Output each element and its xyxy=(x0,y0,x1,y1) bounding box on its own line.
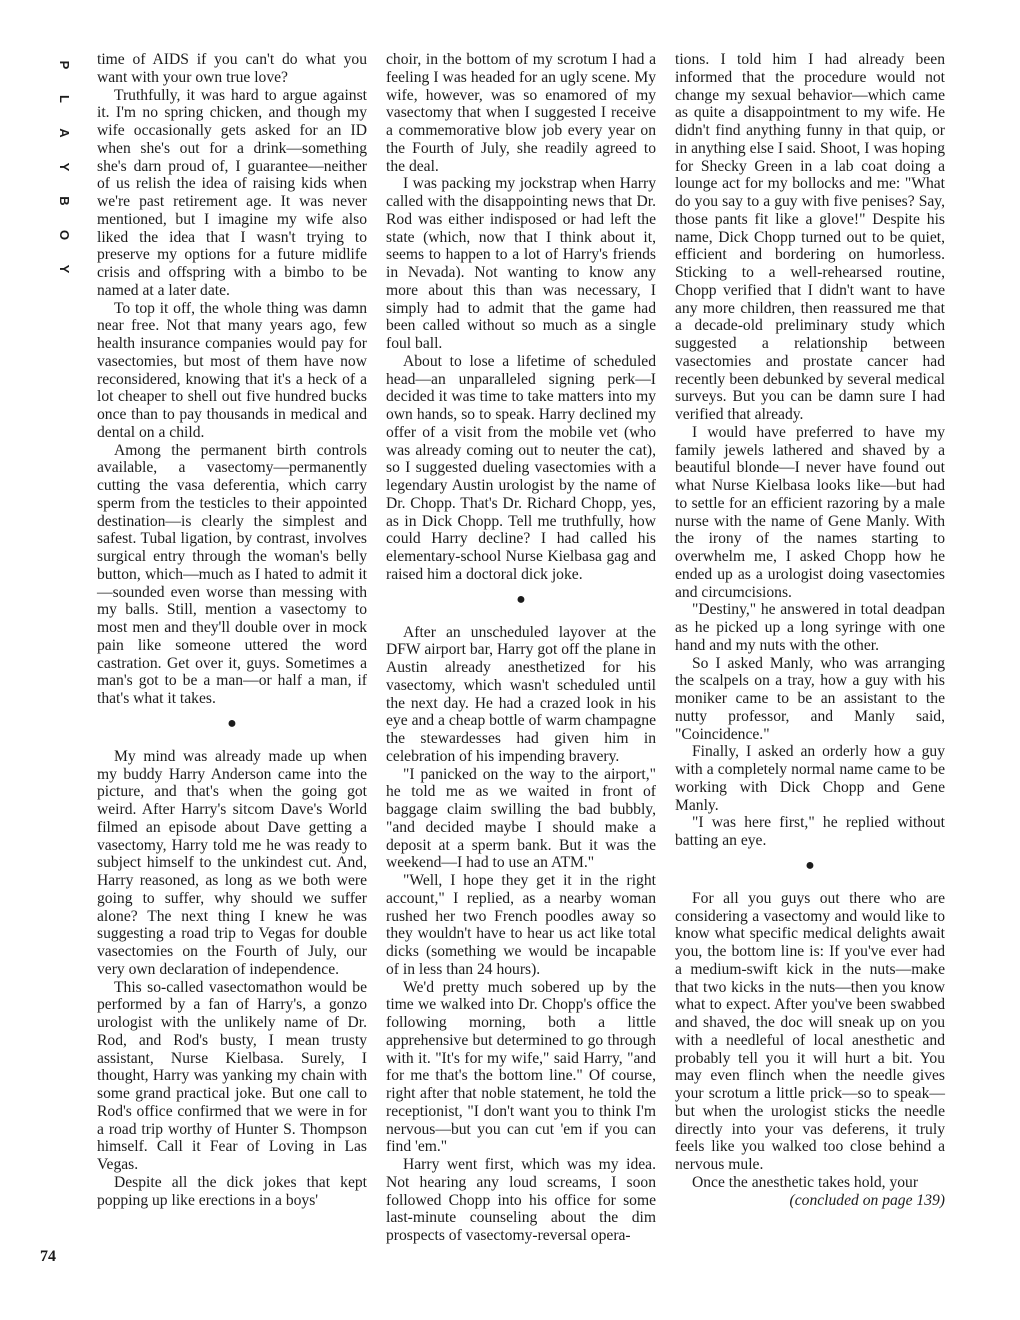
article-column-3 xyxy=(675,51,945,1209)
paragraph: I was packing my jockstrap when Harry called with the disappointing news that Dr. Rod was either indisposed or had left the state (which, now that I think about it, seems to happen to a lot of Harry's friends in Nevada). Not wanting to know any more about this than was necessary, I simply had to admit that the game had been called without so much as a single foul ball. xyxy=(386,175,656,352)
masthead-letter: A xyxy=(57,128,72,138)
masthead-letter: Y xyxy=(57,162,72,172)
paragraph: "Destiny," he answered in total deadpan as he picked up a long syringe with one hand and my nuts with the other. xyxy=(675,601,945,654)
paragraph: About to lose a lifetime of scheduled head—an unparalleled signing perk—I decided it was time to take matters into my own hands, so to speak. Harry declined my offer of a visit from the mobile vet (who was already coming out to neuter the cat), so I suggested dueling vasectomies with a legendary Austin urologist by the name of Dr. Chopp. That's Dr. Richard Chopp, yes, as in Dick Chopp. Tell me truthfully, how could Harry decline? I had called his elementary-school Nurse Kielbasa gag and raised him a doctoral dick joke. xyxy=(386,352,656,583)
section-bullet: ● xyxy=(516,590,526,608)
paragraph: My mind was already made up when my buddy Harry Anderson came into the picture, and that's when the going got weird. After Harry's sitcom Dave's World filmed an episode about Dave getting a vasectomy, Harry told me he was ready to subject himself to the unkindest cut. And, Harry reasoned, as long as we both were going to suffer, why should we suffer alone? The next thing I knew he was suggesting a road trip to Vegas for double vasectomies on the Fourth of July, our very own declaration of independence. xyxy=(97,747,367,978)
paragraph: I would have preferred to have my family jewels lathered and shaved by a beautiful blonde—I never have found out what Nurse Kielbasa looks like—but had to settle for an efficient razoring by a male nurse with the name of Gene Manly. With the irony of the names starting to overwhelm me, I asked Chopp how he ended up as a urologist doing vasectomies and circumcisions. xyxy=(675,423,945,601)
paragraph: So I asked Manly, who was arranging the scalpels on a tray, how a guy with his moniker came to be an assistant to the nutty professor, and Manly said, "Coincidence." xyxy=(675,654,945,743)
paragraph: choir, in the bottom of my scrotum I had a feeling I was headed for an ugly scene. My wife, however, was so enamored of my vasectomy that when I suggested I receive a commemorative blow job every year on the Fourth of July, she readily agreed to the deal. xyxy=(386,51,656,175)
paragraph: For all you guys out there who are considering a vasectomy and would like to know what specific medical delights await you, the bottom line is: If you've ever had a medium-swift kick in the nuts—make that two kicks in the nuts—then you know what to expect. After you've been swabbed and shaved, the doc will sneak up on you with a needleful of local anesthetic and probably tell you it will hurt a bit. You may even flinch when the needle gives your scrotum a little prick—so to speak—but when the urologist sticks the needle directly into your vas deferens, it truly feels like you walked too close behind a nervous mule. xyxy=(675,889,945,1173)
masthead-letter: B xyxy=(57,196,72,206)
article-column-2 xyxy=(386,51,656,1245)
paragraph: "I panicked on the way to the airport," he told me as we waited in front of baggage claim swilling the bad bubbly, "and decided maybe I should make a deposit at a sperm bank. But it was the weekend—I had to use an ATM." xyxy=(386,765,656,872)
paragraph: "Well, I hope they get it in the right account," I replied, as a nearby woman rushed her two French poodles away so they wouldn't have to hear us act like total dicks (something we would be incapable of in less than 24 hours). xyxy=(386,872,656,978)
article-column-1 xyxy=(97,51,367,1209)
paragraph: "I was here first," he replied without batting an eye. xyxy=(675,814,945,849)
masthead-letter: O xyxy=(57,229,72,241)
paragraph: Finally, I asked an orderly how a guy with a completely normal name came to be working with Dick Chopp and Gene Manly. xyxy=(675,743,945,814)
paragraph: Truthfully, it was hard to argue against it. I'm no spring chicken, and though my wife occasionally gets asked for an ID when she's out for a drink—something she's darn proud of, I guarantee—neither of us relish the idea of raising kids when we're past retirement age. It was never mentioned, but I imagine my wife also liked the idea that I wasn't trying to preserve my options for a future midlife crisis and offspring with a bimbo to be named at a later date. xyxy=(97,86,367,299)
paragraph: tions. I told him I had already been informed that the procedure would not change my sexual behavior—which came as quite a disappointment to my wife. He didn't find anything funny in that quip, or in anything else I said. Shoot, I was hoping for Shecky Green in a lab coat doing a lounge act for my bollocks and me: "What do you say to a guy with five penises? Say, those pants fit like a glove!" Despite his name, Dick Chopp turned out to be quiet, efficient and bordering on humorless. Sticking to a well-rehearsed routine, Chopp verified that I didn't want to have any more children, then reassured me that a decade-old preliminary study which suggested a relationship between vasectomies and prostate cancer had recently been debunked by several medical surveys. But you can be damn sure I had verified that already. xyxy=(675,51,945,423)
paragraph: Once the anesthetic takes hold, your xyxy=(692,1173,919,1191)
masthead-letter: L xyxy=(57,95,72,103)
paragraph: time of AIDS if you can't do what you want with your own true love? xyxy=(97,51,367,86)
continuation-note: (concluded on page 139) xyxy=(789,1191,945,1209)
masthead-letter: P xyxy=(57,60,72,70)
section-bullet: ● xyxy=(227,714,237,732)
paragraph: After an unscheduled layover at the DFW airport bar, Harry got off the plane in Austin already anesthetized for his vasectomy, which wasn't scheduled until the next day. He had a crazed look in his eye and a cheap bottle of warm champagne the stewardesses had given him in celebration of his impending bravery. xyxy=(386,623,656,765)
masthead-vertical xyxy=(57,48,71,286)
paragraph: To top it off, the whole thing was damn near free. Not that many years ago, few health insurance companies would pay for vasectomies, but most of them have now reconsidered, knowing that it's a heck of a lot cheaper to shell out five hundred bucks once than to pay thousands in medical and dental on a child. xyxy=(97,299,367,441)
paragraph: Despite all the dick jokes that kept popping up like erections in a boys' xyxy=(97,1173,367,1209)
page-number: 74 xyxy=(40,1248,56,1265)
paragraph: Harry went first, which was my idea. Not hearing any loud screams, I soon followed Chopp into his office for some last-minute counseling about the dim prospects of vasectomy-reversal opera- xyxy=(386,1156,656,1244)
section-bullet: ● xyxy=(805,856,815,874)
paragraph: This so-called vasectomathon would be performed by a fan of Harry's, a gonzo urologist with the unlikely name of Dr. Rod, and Rod's busty, I mean trusty assistant, Nurse Kielbasa. Surely, I thought, Harry was yanking my chain with some grand practical joke. But one call to Rod's office confirmed that we were in for a road trip worthy of Hunter S. Thompson himself. Call it Fear of Loving in Las Vegas. xyxy=(97,978,367,1173)
paragraph: Among the permanent birth controls available, a vasectomy—permanently cutting the vasa deferentia, which carry sperm from the testicles to their appointed destination—is clearly the simplest and safest. Tubal ligation, by contrast, involves surgical entry through the woman's belly button, which—much as I hated to admit it—sounded even worse than messing with my balls. Still, mention a vasectomy to most men and they'll double over in mock pain like someone uttered the word castration. Get over it, guys. Sometimes a man's got to be a man—or half a man, if that's what it takes. xyxy=(97,441,367,707)
masthead-letter: Y xyxy=(57,264,72,274)
paragraph: We'd pretty much sobered up by the time we walked into Dr. Chopp's office the following morning, both a little apprehensive but determined to go through with it. "It's for my wife," said Harry, "and for me that's the bottom line." Of course, right after that noble statement, he told the receptionist, "I don't want you to think I'm nervous—but you can cut 'em if you can find 'em." xyxy=(386,978,656,1156)
